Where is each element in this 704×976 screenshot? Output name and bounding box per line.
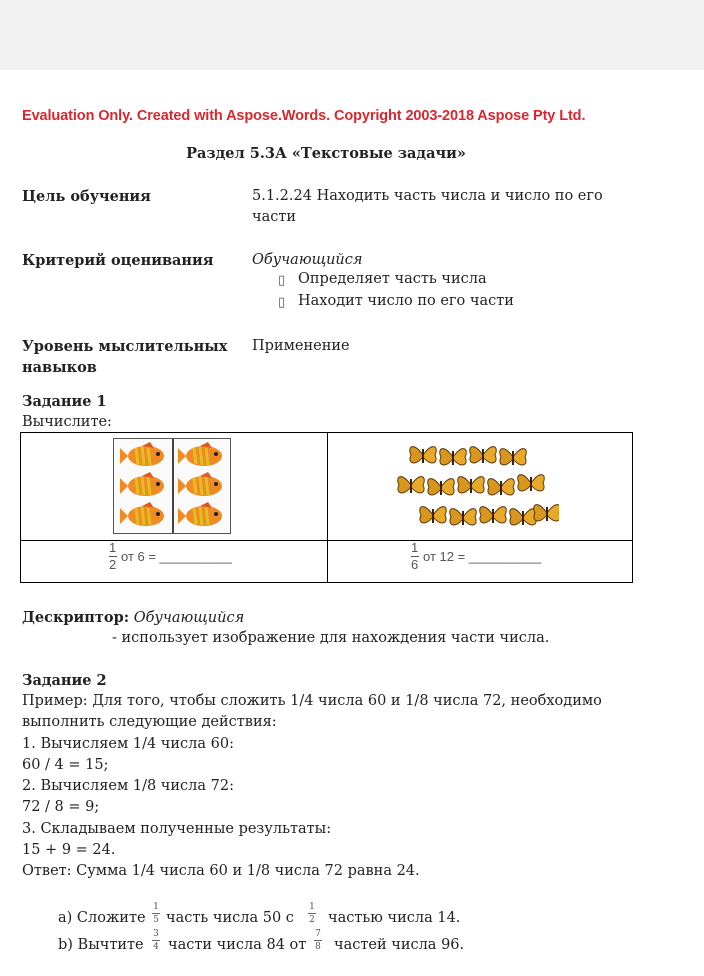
task2-line-3: 1. Вычисляем 1/4 числа 60: xyxy=(22,736,234,752)
goal-value-line1: 5.1.2.24 Находить часть числа и число по его xyxy=(252,188,603,204)
task2-answer: Ответ: Сумма 1/4 числа 60 и 1/8 числа 72 равна 24. xyxy=(22,863,420,879)
exercise-a-suffix: частью числа 14. xyxy=(328,910,461,926)
exercise-b-prefix: b) Вычтите xyxy=(58,937,144,953)
fish-picture xyxy=(113,438,231,534)
exercise-b-suffix: частей числа 96. xyxy=(334,937,465,953)
top-bar xyxy=(0,0,704,70)
goal-value-line2: части xyxy=(252,209,297,225)
bullet-icon: ▯ xyxy=(278,295,286,310)
task1-title: Задание 1 xyxy=(22,393,107,410)
criterion-item-1: Определяет часть числа xyxy=(298,271,487,287)
section-title: Раздел 5.3А «Текстовые задачи» xyxy=(186,145,466,162)
bullet-icon: ▯ xyxy=(278,273,286,288)
descriptor: Дескриптор: Обучающийся xyxy=(22,609,245,626)
descriptor-line: - использует изображение для нахождения части числа. xyxy=(112,630,550,646)
task2-line-4: 60 / 4 = 15; xyxy=(22,757,109,773)
exercise-b-fraction-2: 7 8 xyxy=(315,929,321,952)
level-value: Применение xyxy=(252,338,350,354)
task2-title: Задание 2 xyxy=(22,672,107,689)
criterion-item-2: Находит число по его части xyxy=(298,293,514,309)
task1-table: 1 2 от 6 = __________ 1 6 от 12 = __________ xyxy=(20,432,633,583)
exercise-b-mid: части числа 84 от xyxy=(168,937,307,953)
task2-line-8: 15 + 9 = 24. xyxy=(22,842,116,858)
criterion-intro: Обучающийся xyxy=(252,252,363,268)
goal-label: Цель обучения xyxy=(22,188,151,205)
exercise-a-prefix: a) Сложите xyxy=(58,910,146,926)
exercise-b-fraction-1: 3 4 xyxy=(153,929,159,952)
criterion-label: Критерий оценивания xyxy=(22,252,214,269)
task2-line-6: 72 / 8 = 9; xyxy=(22,799,100,815)
task2-line-1: Пример: Для того, чтобы сложить 1/4 числа 60 и 1/8 числа 72, необходимо xyxy=(22,693,602,709)
level-label-line2: навыков xyxy=(22,359,97,376)
task2-line-5: 2. Вычисляем 1/8 числа 72: xyxy=(22,778,234,794)
task2-line-7: 3. Складываем полученные результаты: xyxy=(22,821,332,837)
butterfly-picture xyxy=(393,439,559,535)
exercise-a-fraction-2: 1 2 xyxy=(309,902,315,925)
task1-instruction: Вычислите: xyxy=(22,414,112,430)
level-label-line1: Уровень мыслительных xyxy=(22,338,228,355)
watermark: Evaluation Only. Created with Aspose.Words. Copyright 2003-2018 Aspose Pty Ltd. xyxy=(22,108,586,124)
exercise-a-fraction-1: 1 5 xyxy=(153,902,159,925)
task2-line-2: выполнить следующие действия: xyxy=(22,714,277,730)
exercise-a-mid: часть числа 50 с xyxy=(166,910,294,926)
